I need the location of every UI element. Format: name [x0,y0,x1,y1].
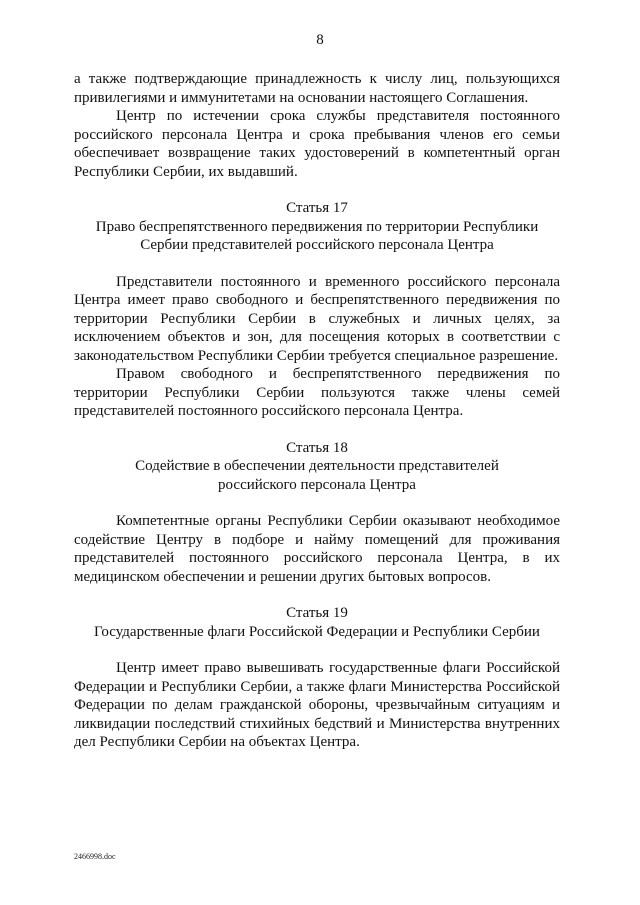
article-number: Статья 17 [286,200,348,216]
paragraph: Компетентные органы Республики Сербии оказывают необходимое содействие Центру в подборе и найму помещений для проживания представителей постоянного российского персонала Центра, в их медицинском обеспечении и решении других бытовых вопросов. [74,513,560,585]
article-title [74,457,560,494]
article-title-line: Государственные флаги Российской Федерации и Республики Сербии [94,623,540,640]
article-number: Статья 18 [286,439,348,456]
paragraph: а также подтверждающие принадлежность к числу лиц, пользующихся привилегиями и иммунитетами на основании настоящего Соглашения. [74,71,560,106]
article-title [74,623,560,642]
article-title-line: Право беспрепятственного передвижения по территории Республики [95,218,539,235]
article-17 [74,199,560,421]
article-18 [74,439,560,587]
page-number: 8 [316,32,324,48]
article-number: Статья 19 [286,605,348,621]
paragraph: Представители постоянного и временного российского персонала Центра имеет право свободного и беспрепятственного передвижения по территории Республики Сербии в служебных и личных целях, за исключением объектов и зон, для посещения которых в соответствии с законодательством Республики Сербии требуется специальное разрешение. [74,273,560,364]
article-19 [74,604,560,752]
article-title [74,218,560,255]
article-title-line: российского персонала Центра [218,476,416,493]
article-title-line: Содействие в обеспечении деятельности представителей [135,458,499,474]
paragraph: Правом свободного и беспрепятственного передвижения по территории Республики Сербии пользуются также члены семей представителей постоянного российского персонала Центра. [74,366,560,419]
footer-filename: 2466998.doc [74,852,116,861]
paragraph: Центр по истечении срока службы представителя постоянного российского персонала Центра и срока пребывания членов его семьи обеспечивает возвращение таких удостоверений в компетентный орган Республики Сербии, их выдавший. [74,108,560,180]
paragraph: Центр имеет право вывешивать государственные флаги Российской Федерации и Республики Сербии, а также флаги Министерства Российской Федерации по делам гражданской обороны, чрезвычайным ситуациям и ликвидации последствий стихийных бедствий и Министерства внутренних дел Республики Сербии на объектах Центра. [74,660,560,750]
document-body [74,70,560,752]
article-title-line: Сербии представителей российского персонала Центра [140,237,494,253]
